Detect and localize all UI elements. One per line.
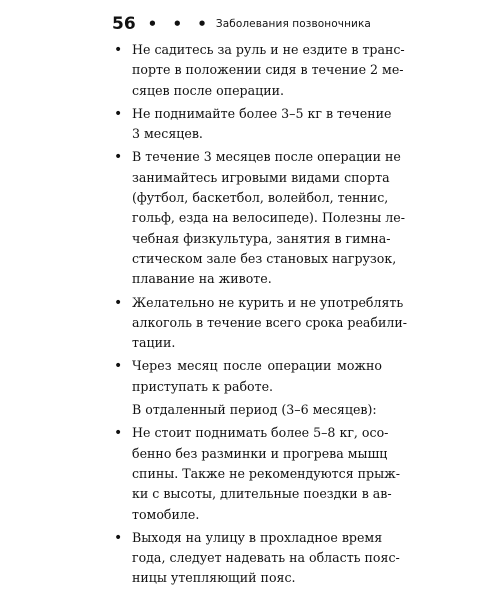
- bullet-icon: •: [114, 149, 123, 166]
- body-text: [112, 40, 408, 592]
- text-line: сяцев после операции.: [132, 82, 285, 98]
- paragraph: [112, 400, 382, 420]
- text-line: ки с высоты, длительные поездки в ав-: [132, 486, 392, 502]
- section-title: Заболевания позвоночника: [215, 18, 371, 30]
- text-line: (футбол, баскетбол, волейбол, теннис,: [132, 190, 389, 206]
- text-line: Выходя на улицу в прохладное время: [132, 529, 383, 545]
- text-line: В отдаленный период (3–6 месяцев):: [132, 402, 377, 418]
- text-line: Через месяц после операции можно: [132, 358, 382, 374]
- text-line: Не стоит поднимать более 5–8 кг, осо-: [132, 425, 389, 441]
- text-line: 3 месяцев.: [132, 126, 203, 142]
- text-line: приступать к работе.: [132, 378, 274, 394]
- bullet-icon: •: [114, 358, 123, 375]
- bullet-item: [112, 356, 382, 397]
- bullet-item: [112, 40, 405, 101]
- text-line: Не поднимайте более 3–5 кг в течение: [132, 105, 392, 121]
- bullet-icon: •: [114, 42, 123, 58]
- ornament-dots: • • •: [147, 15, 212, 33]
- text-line: спины. Также не рекомендуются прыж-: [132, 465, 400, 481]
- text-line: года, следует надевать на область пояс-: [132, 550, 400, 566]
- text-line: порте в положении сидя в течение 2 ме-: [132, 62, 404, 78]
- bullet-item: [112, 528, 400, 589]
- text-line: стическом зале без становых нагрузок,: [132, 250, 397, 266]
- bullet-item: [112, 147, 405, 289]
- bullet-icon: •: [114, 105, 123, 122]
- bullet-item: [112, 423, 400, 524]
- text-line: Желательно не курить и не употреблять: [132, 294, 404, 310]
- text-line: чебная физкультура, занятия в гимна-: [132, 230, 391, 246]
- text-line: ницы утепляющий пояс.: [132, 570, 296, 586]
- bullet-icon: •: [114, 529, 123, 546]
- bullet-item: [112, 104, 392, 145]
- text-line: гольф, езда на велосипеде). Полезны ле-: [132, 210, 405, 226]
- page-number: 56: [112, 14, 136, 34]
- text-line: томобиле.: [132, 506, 200, 522]
- text-line: плавание на животе.: [132, 271, 272, 287]
- running-head: [112, 13, 371, 35]
- bullet-icon: •: [114, 425, 123, 442]
- text-line: занимайтесь игровыми видами спорта: [132, 169, 390, 185]
- bullet-item: [112, 293, 408, 354]
- bullet-icon: •: [114, 294, 123, 311]
- text-line: В течение 3 месяцев после операции не: [132, 149, 401, 165]
- text-line: алкоголь в течение всего срока реабили-: [132, 314, 408, 330]
- text-line: тации.: [132, 335, 176, 351]
- text-line: Не садитесь за руль и не ездите в транс-: [132, 42, 405, 57]
- text-line: бенно без разминки и прогрева мышц: [132, 445, 388, 461]
